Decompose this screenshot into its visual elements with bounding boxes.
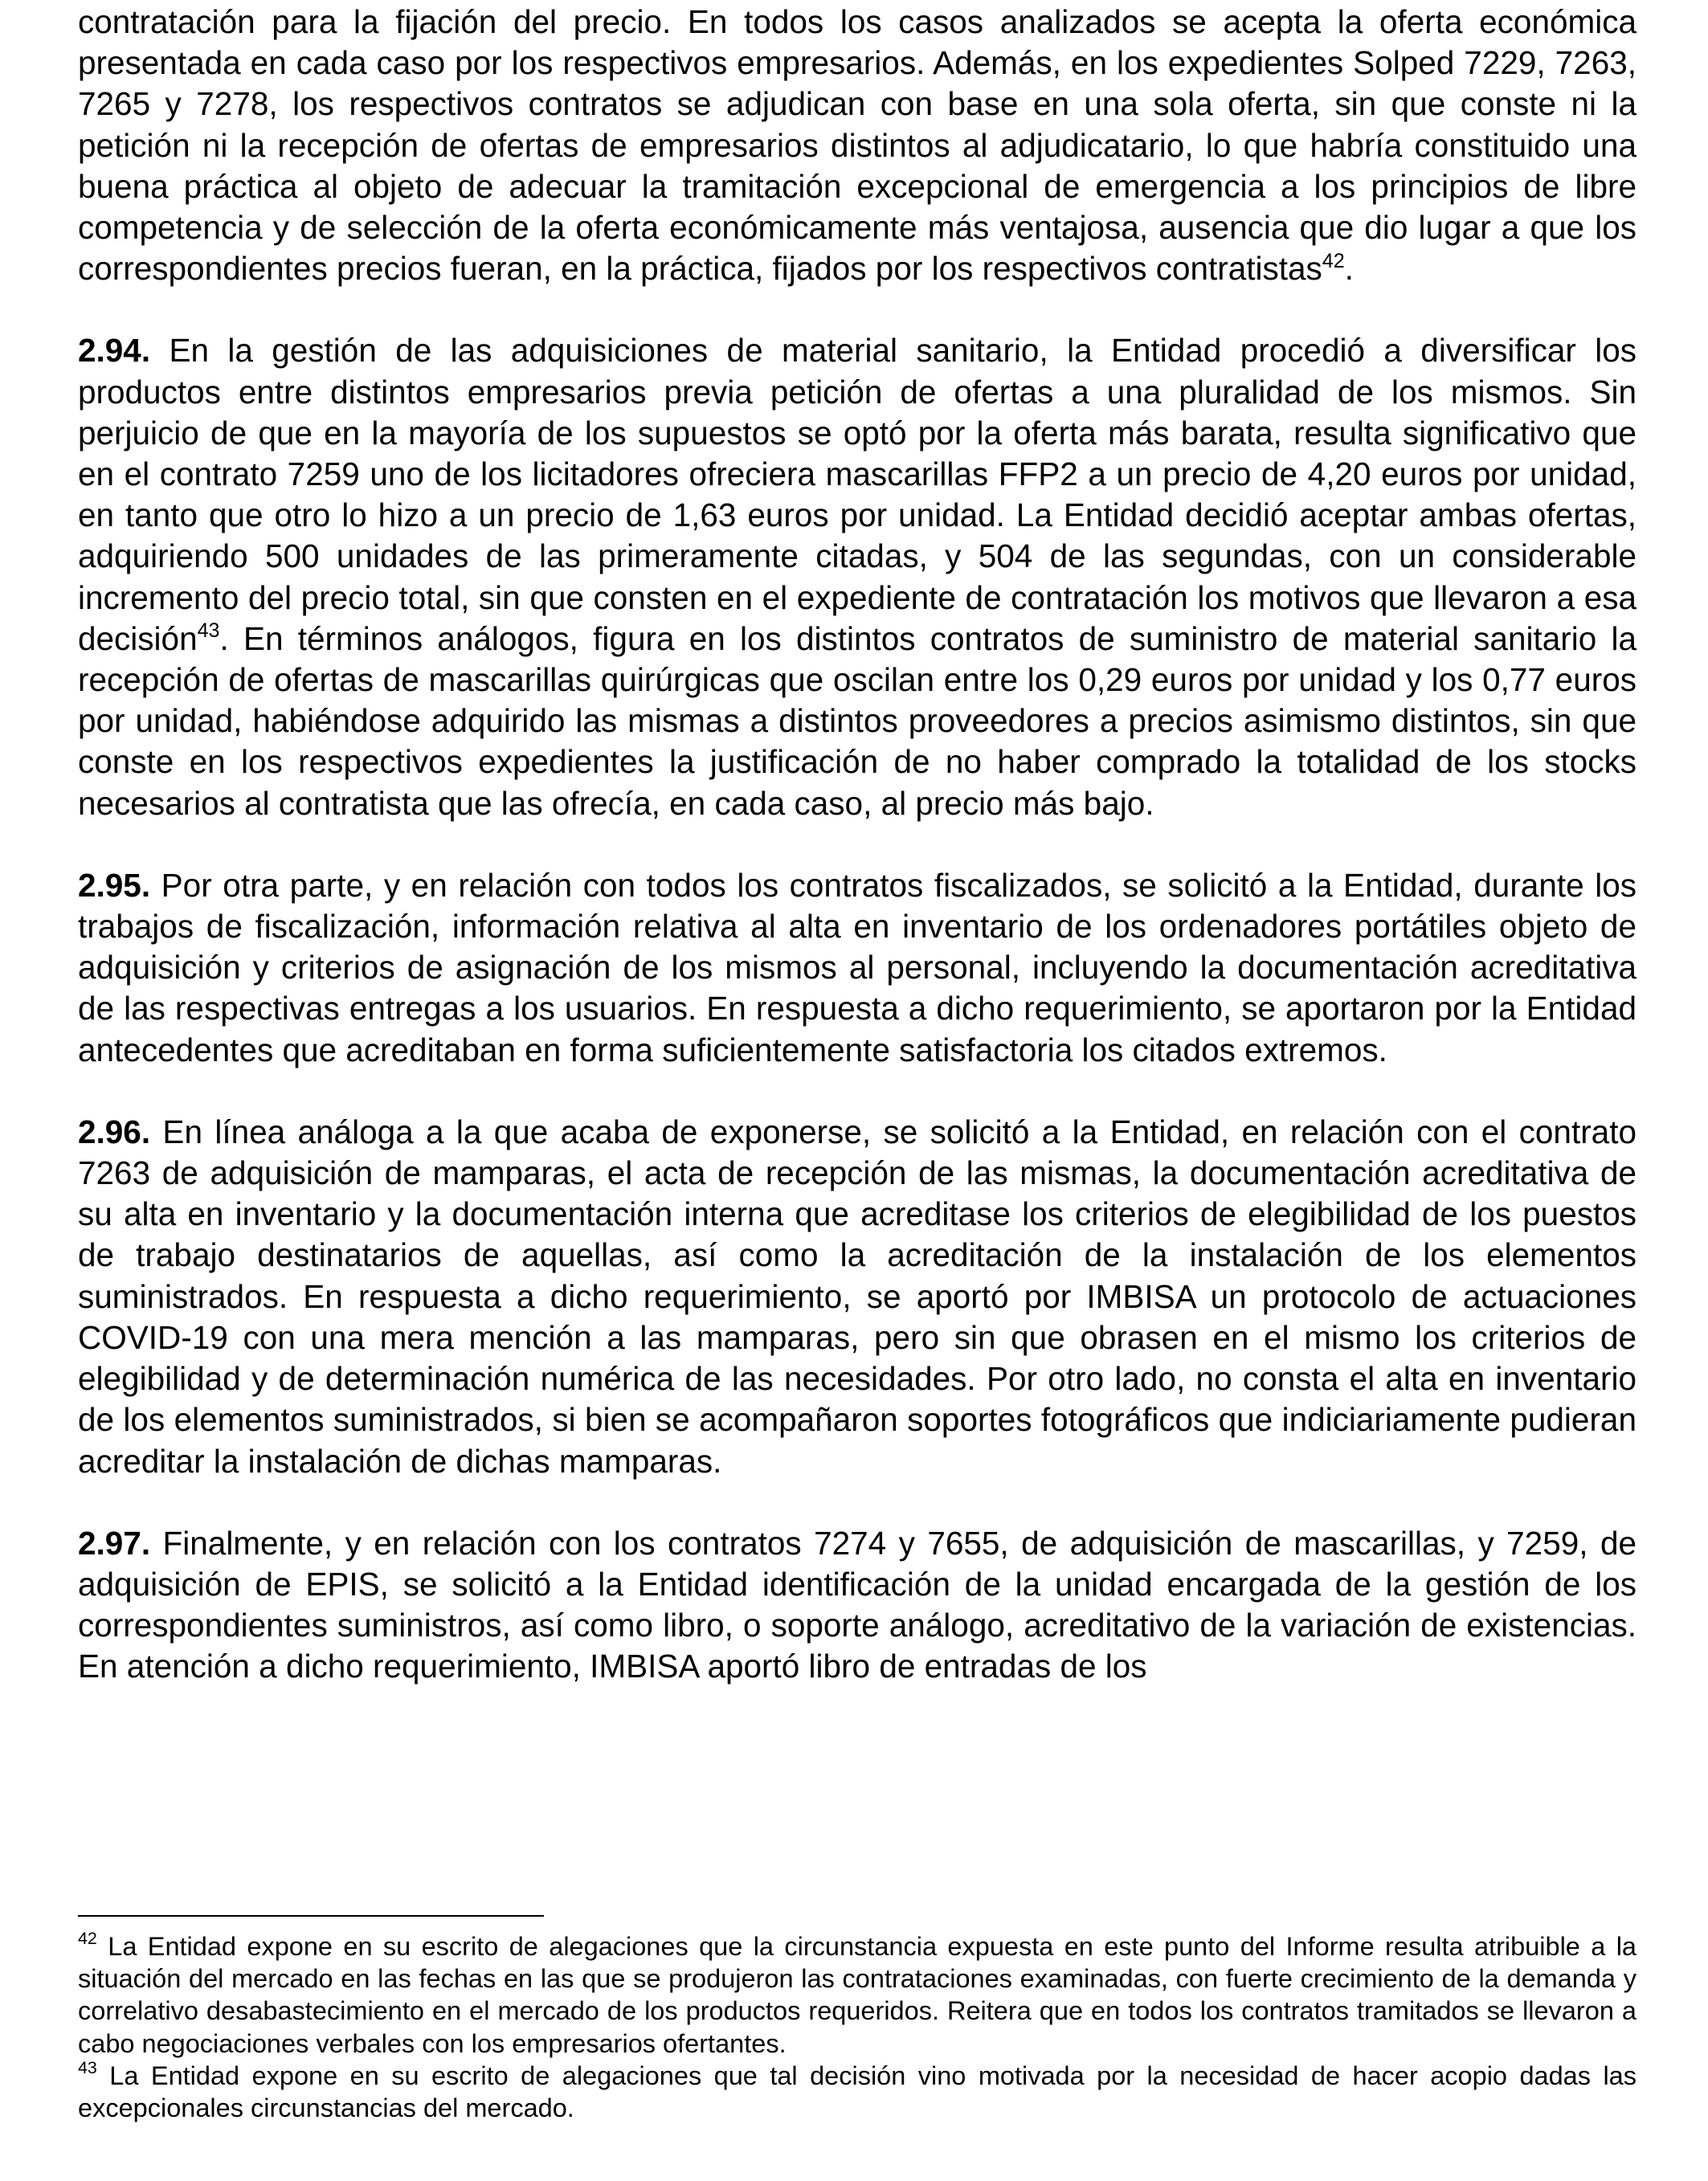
paragraph-2-95: [78, 865, 1636, 1071]
footnote-42: [78, 1930, 1636, 2060]
footnote-separator: [78, 1915, 544, 1917]
footnote-text: La Entidad expone en su escrito de alegaciones que la circunstancia expuesta en este punto del Informe resulta atribuible a la situación del mercado en las fechas en las que se produjeron las contrataciones examinadas, con fuerte crecimiento de la demanda y correlativo desabastecimiento en el mercado de los productos requeridos. Reitera que en todos los contratos tramitados se llevaron a cabo negociaciones verbales con los empresarios ofertantes.: [78, 1932, 1636, 2058]
paragraph-text: Por otra parte, y en relación con todos los contratos fiscalizados, se solicitó a la Entidad, durante los trabajos de fiscalización, información relativa al alta en inventario de los ordenadores portátiles objeto de adquisición y criterios de asignación de los mismos al personal, incluyendo la documentación acreditativa de las respectivas entregas a los usuarios. En respuesta a dicho requerimiento, se aportaron por la Entidad antecedentes que acreditaban en forma suficientemente satisfactoria los citados extremos.: [78, 866, 1636, 1068]
paragraph-text: En línea análoga a la que acaba de exponerse, se solicitó a la Entidad, en relación con el contrato 7263 de adquisición de mamparas, el acta de recepción de las mismas, la documentación acreditativa de su alta en inventario y la documentación interna que acreditase los criterios de elegibilidad de los puestos de trabajo destinatarios de aquellas, así como la acreditación de la instalación de los elementos suministrados. En respuesta a dicho requerimiento, se aportó por IMBISA un protocolo de actuaciones COVID-19 con una mera mención a las mamparas, pero sin que obrasen en el mismo los criterios de elegibilidad y de determinación numérica de las necesidades. Por otro lado, no consta el alta en inventario de los elementos suministrados, si bien se acompañaron soportes fotográficos que indiciariamente pudieran acreditar la instalación de dichas mamparas.: [78, 1113, 1636, 1480]
footnote-ref-42: 42: [1322, 249, 1345, 272]
paragraph-number: 2.94.: [78, 332, 151, 370]
paragraph-2-94: [78, 330, 1636, 823]
paragraph-text: .: [1344, 250, 1354, 288]
paragraph-2-97: [78, 1523, 1636, 1688]
document-body: [78, 0, 1636, 1688]
footnotes: [78, 1930, 1636, 2124]
paragraph-number: 2.95.: [78, 866, 151, 904]
paragraph-text: contratación para la fijación del precio. En todos los casos analizados se acepta la oferta económica presentada en cada caso por los respectivos empresarios. Además, en los expedientes Solped 7229, 7263, 7265 y 7278, los respectivos contratos se adjudican con base en una sola oferta, sin que conste ni la petición ni la recepción de ofertas de empresarios distintos al adjudicatario, lo que habría constituido una buena práctica al objeto de adecuar la tramitación excepcional de emergencia a los principios de libre competencia y de selección de la oferta económicamente más ventajosa, ausencia que dio lugar a que los correspondientes precios fueran, en la práctica, fijados por los respectivos contratistas: [78, 3, 1636, 288]
paragraph-text: Finalmente, y en relación con los contratos 7274 y 7655, de adquisición de mascarillas, y 7259, de adquisición de EPIS, se solicitó a la Entidad identificación de la unidad encargada de la gestión de los correspondientes suministros, así como libro, o soporte análogo, acreditativo de la variación de existencias. En atención a dicho requerimiento, IMBISA aportó libro de entradas de los: [78, 1524, 1636, 1685]
paragraph-number: 2.97.: [78, 1524, 151, 1562]
paragraph-continuation: [78, 2, 1636, 289]
footnote-text: La Entidad expone en su escrito de alegaciones que tal decisión vino motivada por la necesidad de hacer acopio dadas las excepcionales circunstancias del mercado.: [78, 2061, 1636, 2123]
paragraph-number: 2.96.: [78, 1113, 151, 1150]
footnote-marker: 43: [78, 2057, 97, 2077]
footnote-ref-43: 43: [197, 619, 220, 643]
paragraph-text: En la gestión de las adquisiciones de material sanitario, la Entidad procedió a diversificar los productos entre distintos empresarios previa petición de ofertas a una pluralidad de los mismos. Sin perjuicio de que en la mayoría de los supuestos se optó por la oferta más barata, resulta significativo que en el contrato 7259 uno de los licitadores ofreciera mascarillas FFP2 a un precio de 4,20 euros por unidad, en tanto que otro lo hizo a un precio de 1,63 euros por unidad. La Entidad decidió aceptar ambas ofertas, adquiriendo 500 unidades de las primeramente citadas, y 504 de las segundas, con un considerable incremento del precio total, sin que consten en el expediente de contratación los motivos que llevaron a esa decisión: [78, 332, 1636, 657]
footnote-43: [78, 2057, 1636, 2124]
paragraph-text: . En términos análogos, figura en los distintos contratos de suministro de material sanitario la recepción de ofertas de mascarillas quirúrgicas que oscilan entre los 0,29 euros por unidad y los 0,77 euros por unidad, habiéndose adquirido las mismas a distintos proveedores a precios asimismo distintos, sin que conste en los respectivos expedientes la justificación de no haber comprado la totalidad de los stocks necesarios al contratista que las ofrecía, en cada caso, al precio más bajo.: [78, 619, 1636, 822]
footnote-marker: 42: [78, 1929, 97, 1949]
paragraph-2-96: [78, 1112, 1636, 1482]
